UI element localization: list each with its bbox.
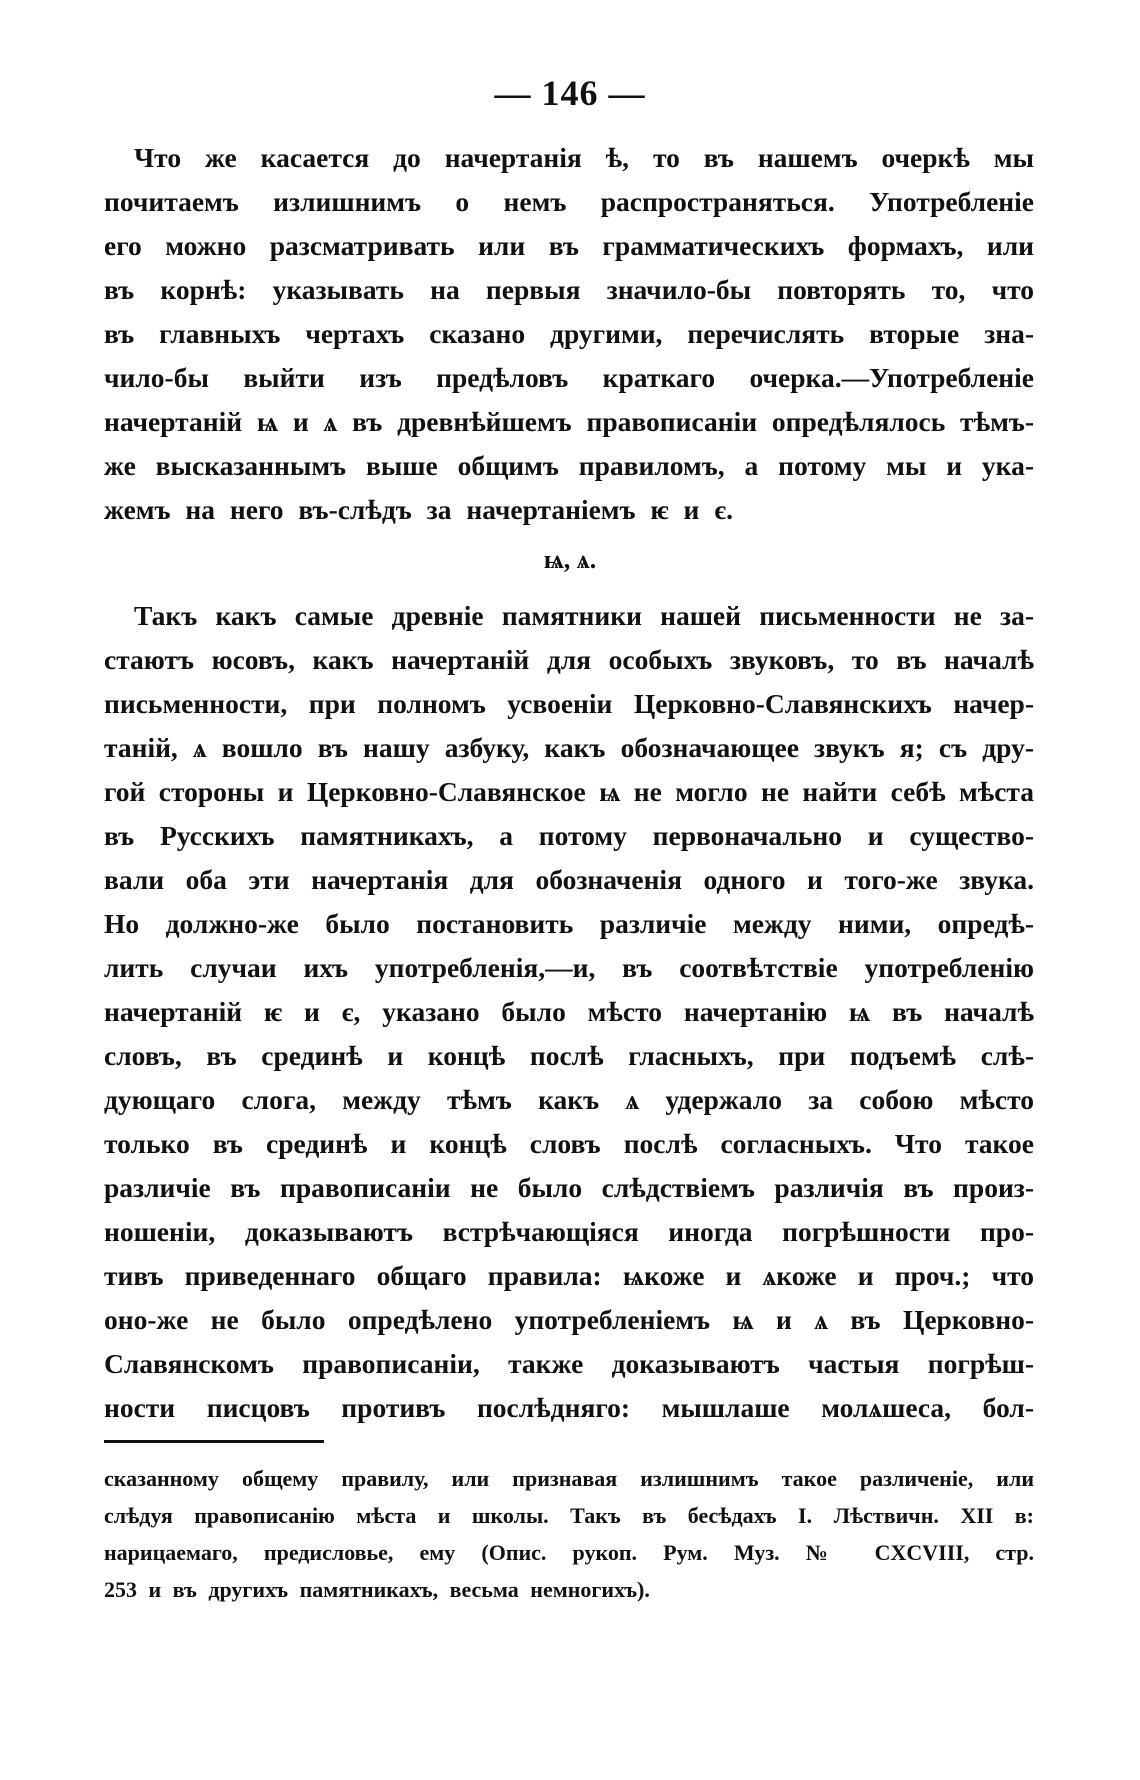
text-line: лить случаи ихъ употребленія,—и, въ соотвѣтствіе употребленію bbox=[104, 952, 1034, 983]
footnote bbox=[104, 1460, 1034, 1608]
text-line: почитаемъ излишнимъ о немъ распространяться. Употребленіе bbox=[104, 186, 1034, 217]
text-line: же высказаннымъ выше общимъ правиломъ, а потому мы и ука- bbox=[104, 450, 1034, 481]
paragraph-yus bbox=[104, 594, 1034, 1430]
section-heading: ѩ, ѧ. bbox=[543, 545, 597, 574]
text-line: оно-же не было опредѣлено употребленіемъ ѩ и ѧ въ Церковно- bbox=[104, 1304, 1034, 1335]
text-line: дующаго слога, между тѣмъ какъ ѧ удержало за собою мѣсто bbox=[104, 1084, 1034, 1115]
footnote-divider bbox=[104, 1440, 324, 1443]
text-line: его можно разсматривать или въ грамматическихъ формахъ, или bbox=[104, 230, 1034, 261]
text-line: чило-бы выйти изъ предѣловъ краткаго очерка.—Употребленіе bbox=[104, 362, 1034, 393]
text-line: тивъ приведеннаго общаго правила: ѩкоже и ѧкоже и проч.; что bbox=[104, 1260, 1034, 1291]
text-line: вали оба эти начертанія для обозначенія одного и того-же звука. bbox=[104, 864, 1034, 895]
text-line: таній, ѧ вошло въ нашу азбуку, какъ обозначающее звукъ я; съ дру- bbox=[104, 732, 1034, 763]
page-number: — 146 — bbox=[494, 73, 646, 113]
text-line: только въ срединѣ и концѣ словъ послѣ согласныхъ. Что такое bbox=[104, 1128, 1034, 1159]
text-line: ношеніи, доказываютъ встрѣчающіяся иногда погрѣшности про- bbox=[104, 1216, 1034, 1247]
text-line: словъ, въ срединѣ и концѣ послѣ гласныхъ, при подъемѣ слѣ- bbox=[104, 1040, 1034, 1071]
footnote-line: 253 и въ другихъ памятникахъ, весьма немногихъ). bbox=[104, 1577, 650, 1602]
text-line: письменности, при полномъ усвоеніи Церковно-Славянскихъ начер- bbox=[104, 688, 1034, 719]
footnote-line: сказанному общему правилу, или признавая излишнимъ такое различеніе, или bbox=[104, 1466, 1034, 1491]
text-line: начертаній ѥ и є, указано было мѣсто начертанію ѩ въ началѣ bbox=[104, 996, 1034, 1027]
text-line: гой стороны и Церковно-Славянское ѩ не могло не найти себѣ мѣста bbox=[104, 776, 1034, 807]
text-line: въ Русскихъ памятникахъ, а потому первоначально и существо- bbox=[104, 820, 1034, 851]
text-line: ности писцовъ противъ послѣдняго: мышлаше молѧшеса, бол- bbox=[104, 1392, 1034, 1423]
text-line: жемъ на него въ-слѣдъ за начертаніемъ ѥ и є. bbox=[104, 494, 734, 525]
footnote-line: нарицаемаго, предисловье, ему (Опис. рукоп. Рум. Муз. № CXCVIII, стр. bbox=[104, 1540, 1034, 1565]
text-line: Такъ какъ самые древніе памятники нашей письменности не за- bbox=[134, 600, 1034, 631]
text-line: начертаній ѩ и ѧ въ древнѣйшемъ правописаніи опредѣлялось тѣмъ- bbox=[104, 406, 1034, 437]
footnote-line: слѣдуя правописанію мѣста и школы. Такъ въ бесѣдахъ І. Лѣствичн. XII в: bbox=[104, 1503, 1034, 1528]
text-line: въ корнѣ: указывать на первыя значило-бы повторять то, что bbox=[104, 274, 1034, 305]
text-line: Славянскомъ правописаніи, также доказываютъ частыя погрѣш- bbox=[104, 1348, 1034, 1379]
text-line: стаютъ юсовъ, какъ начертаній для особыхъ звуковъ, то въ началѣ bbox=[104, 644, 1034, 675]
text-line: въ главныхъ чертахъ сказано другими, перечислять вторые зна- bbox=[104, 318, 1034, 349]
text-line: Что же касается до начертанія ѣ, то въ нашемъ очеркѣ мы bbox=[134, 142, 1034, 173]
text-line: Но должно-же было постановить различіе между ними, опредѣ- bbox=[104, 908, 1034, 939]
paragraph-intro bbox=[104, 136, 1034, 532]
text-line: различіе въ правописаніи не было слѣдствіемъ различія въ произ- bbox=[104, 1172, 1034, 1203]
